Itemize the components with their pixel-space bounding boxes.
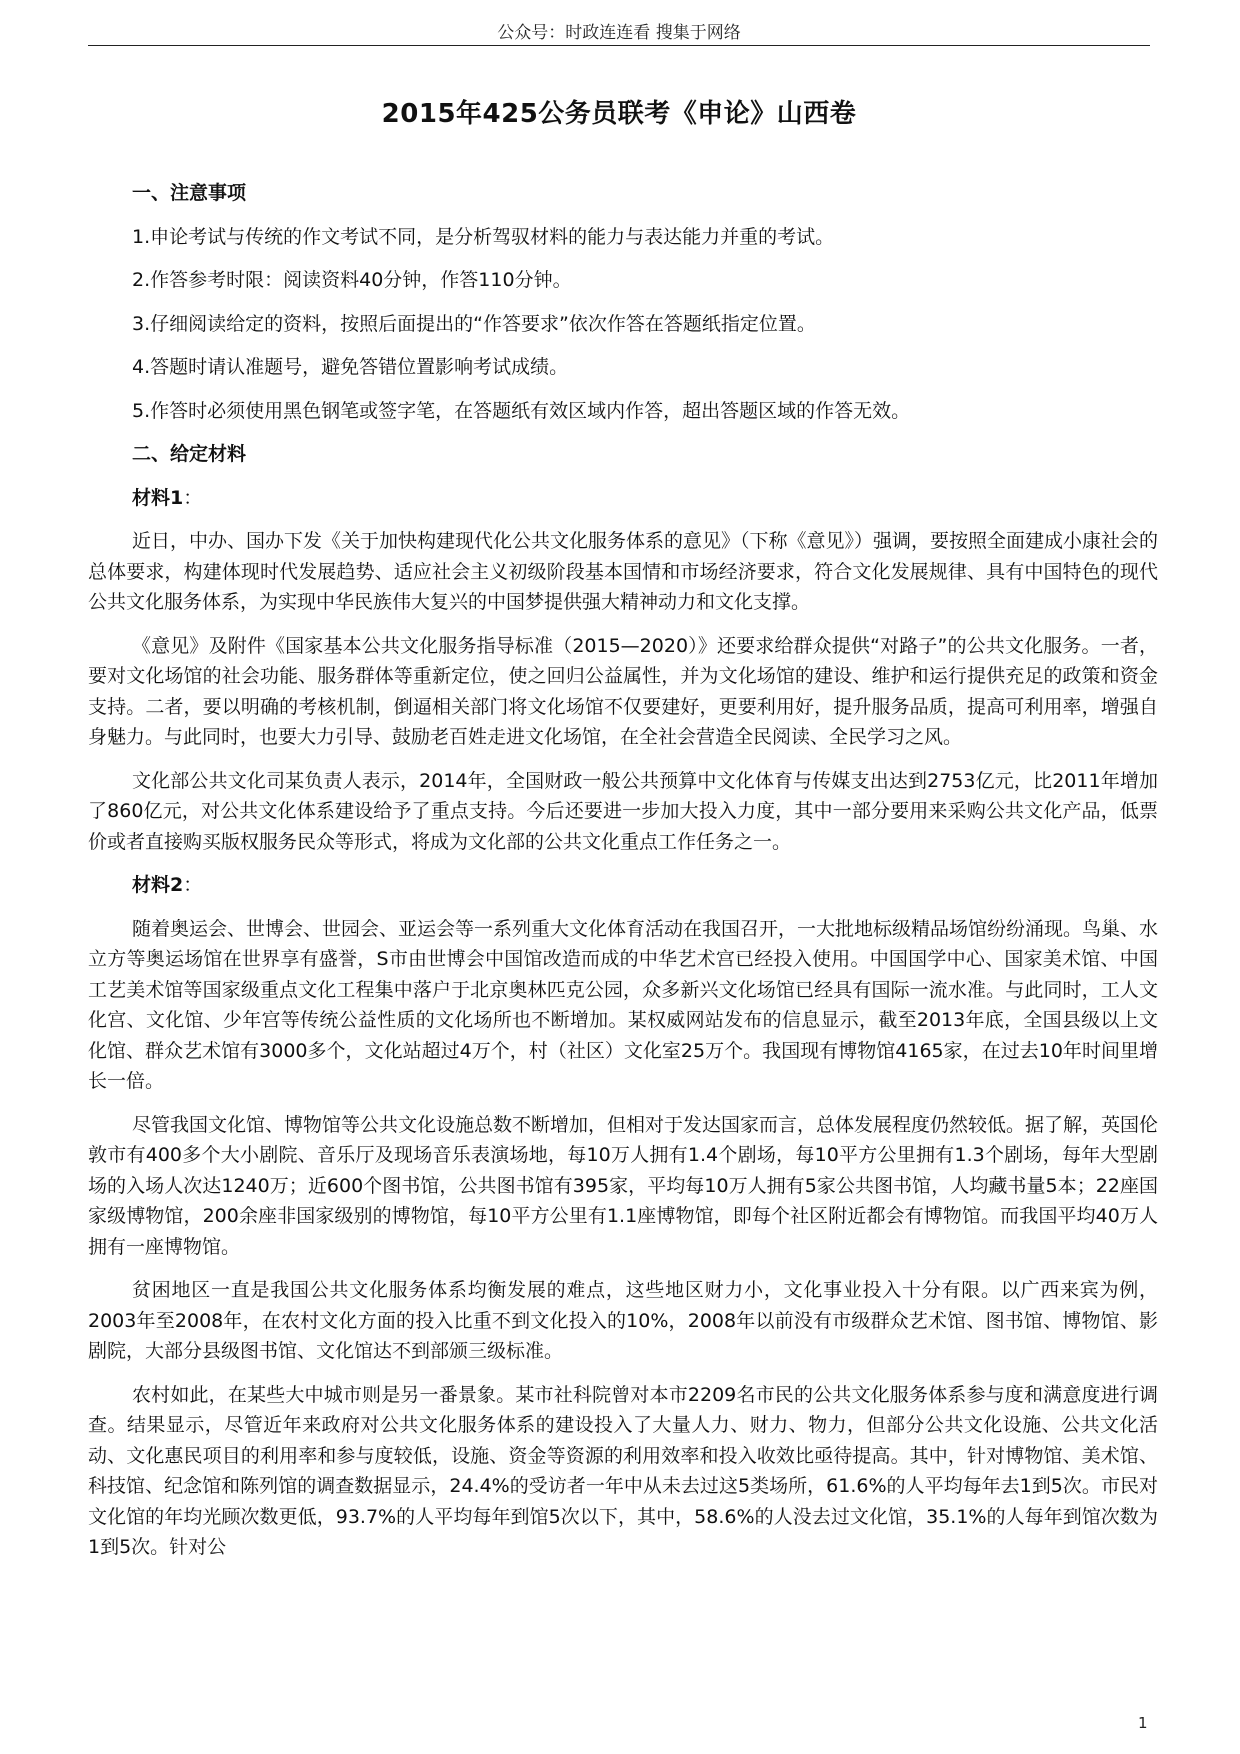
material-paragraph: 《意见》及附件《国家基本公共文化服务指导标准（2015—2020）》还要求给群众提供“对路子”的公共文化服务。一者，要对文化场馆的社会功能、服务群体等重新定位，使之回归公益属性，并为文化场馆的建设、维护和运行提供充足的政策和资金支持。二者，要以明确的考核机制，倒逼相关部门将文化场馆不仅要建好，更要利用好，提升服务品质，提高可利用率，增强自身魅力。与此同时，也要大力引导、鼓励老百姓走进文化场馆，在全社会营造全民阅读、全民学习之风。	[88, 634, 1158, 748]
section-heading-materials: 二、给定材料	[132, 443, 247, 465]
section-heading-notes: 一、注意事项	[132, 182, 247, 204]
material-colon: ：	[183, 874, 203, 896]
material-paragraph: 文化部公共文化司某负责人表示，2014年，全国财政一般公共预算中文化体育与传媒支出达到2753亿元，比2011年增加了860亿元，对公共文化体系建设给予了重点支持。今后还要进一步加大投入力度，其中一部分要用来采购公共文化产品，低票价或者直接购买版权服务民众等形式，将成为文化部的公共文化重点工作任务之一。	[88, 769, 1158, 853]
material-heading	[88, 483, 1158, 514]
header-divider	[88, 45, 1150, 46]
material-heading	[88, 870, 1158, 901]
material-paragraph: 贫困地区一直是我国公共文化服务体系均衡发展的难点，这些地区财力小，文化事业投入十分有限。以广西来宾为例，2003年至2008年，在农村文化方面的投入比重不到文化投入的10%，2008年以前没有市级群众艺术馆、图书馆、博物馆、影剧院，大部分县级图书馆、文化馆达不到部颁三级标准。	[88, 1279, 1158, 1362]
note-item: 5.作答时必须使用黑色钢笔或签字笔，在答题纸有效区域内作答，超出答题区域的作答无效。	[132, 399, 911, 422]
note-item: 1.申论考试与传统的作文考试不同，是分析驾驭材料的能力与表达能力并重的考试。	[132, 225, 835, 248]
material-paragraph: 随着奥运会、世博会、世园会、亚运会等一系列重大文化体育活动在我国召开，一大批地标级精品场馆纷纷涌现。鸟巢、水立方等奥运场馆在世界享有盛誉，S市由世博会中国馆改造而成的中华艺术宫已经投入使用。中国国学中心、国家美术馆、中国工艺美术馆等国家级重点文化工程集中落户于北京奥林匹克公园，众多新兴文化场馆已经具有国际一流水准。与此同时，工人文化宫、文化馆、少年宫等传统公益性质的文化场所也不断增加。某权威网站发布的信息显示，截至2013年底，全国县级以上文化馆、群众艺术馆有3000多个，文化站超过4万个，村（社区）文化室25万个。我国现有博物馆4165家，在过去10年时间里增长一倍。	[88, 917, 1159, 1092]
note-item: 3.仔细阅读给定的资料，按照后面提出的“作答要求”依次作答在答题纸指定位置。	[132, 312, 816, 335]
material-label: 材料1	[132, 486, 184, 509]
note-item: 4.答题时请认准题号，避免答错位置影响考试成绩。	[132, 356, 569, 378]
document-body	[88, 178, 1158, 1576]
document-title: 2015年425公务员联考《申论》山西卷	[381, 99, 857, 129]
page-header: 公众号：时政连连看 搜集于网络	[497, 23, 741, 43]
material-paragraph: 尽管我国文化馆、博物馆等公共文化设施总数不断增加，但相对于发达国家而言，总体发展程度仍然较低。据了解，英国伦敦市有400多个大小剧院、音乐厅及现场音乐表演场地，每10万人拥有1.4个剧场，每10平方公里拥有1.3个剧场，每年大型剧场的入场人次达1240万；近600个图书馆，公共图书馆有395家，平均每10万人拥有5家公共图书馆，人均藏书量5本；22座国家级博物馆，200余座非国家级别的博物馆，每10平方公里有1.1座博物馆，即每个社区附近都会有博物馆。而我国平均40万人拥有一座博物馆。	[88, 1113, 1159, 1258]
note-item: 2.作答参考时限：阅读资料40分钟，作答110分钟。	[132, 269, 572, 291]
material-label: 材料2	[132, 874, 184, 896]
page-number: 1	[1138, 1714, 1148, 1732]
material-paragraph: 近日，中办、国办下发《关于加快构建现代化公共文化服务体系的意见》（下称《意见》）强调，要按照全面建成小康社会的总体要求，构建体现时代发展趋势、适应社会主义初级阶段基本国情和市场经济要求，符合文化发展规律、具有中国特色的现代公共文化服务体系，为实现中华民族伟大复兴的中国梦提供强大精神动力和文化支撑。	[88, 530, 1159, 613]
material-paragraph: 农村如此，在某些大中城市则是另一番景象。某市社科院曾对本市2209名市民的公共文化服务体系参与度和满意度进行调查。结果显示，尽管近年来政府对公共文化服务体系的建设投入了大量人力、财力、物力，但部分公共文化设施、公共文化活动、文化惠民项目的利用率和参与度较低，设施、资金等资源的利用效率和投入收效比亟待提高。其中，针对博物馆、美术馆、科技馆、纪念馆和陈列馆的调查数据显示，24.4%的受访者一年中从未去过这5类场所，61.6%的人平均每年去1到5次。市民对文化馆的年均光顾次数更低，93.7%的人平均每年到馆5次以下，其中，58.6%的人没去过文化馆，35.1%的人每年到馆次数为1到5次。针对公	[88, 1383, 1158, 1558]
material-colon: ：	[183, 486, 203, 509]
